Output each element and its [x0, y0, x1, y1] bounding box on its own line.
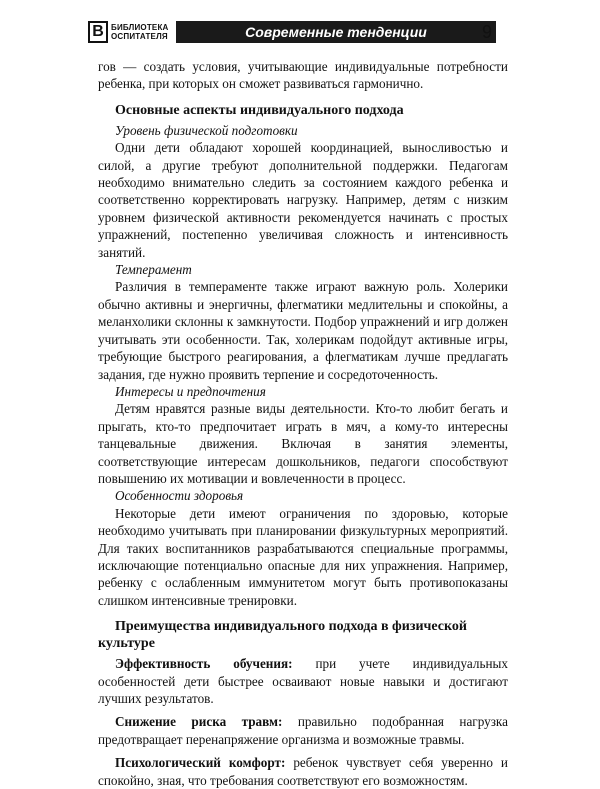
subheading-physical-level: Уровень физической подготовки [115, 122, 298, 138]
logo-letter: В [92, 23, 104, 40]
subheading-health: Особенности здоровья [115, 488, 244, 504]
subheading-temperament: Темперамент [115, 262, 192, 278]
advantage-injury-text: правильно подобранная нагрузка предотвращает перенапряжение организма и возможные травмы. [98, 714, 508, 747]
advantage-injury-label: Снижение риска травм: [115, 714, 283, 730]
heading-aspects: Основные аспекты индивидуального подхода [115, 102, 404, 118]
advantage-efficiency [98, 655, 508, 707]
series-logo [88, 19, 178, 45]
advantage-efficiency-text: при учете индивидуальных особенностей дети быстрее осваивают новые навыки и достигают лучших результатов. [98, 656, 509, 706]
section-title: Современные тенденции [176, 21, 496, 43]
paragraph-physical-level: Одни дети обладают хорошей координацией, выносливостью и силой, а другие требуют дополнительной поддержки. Педагогам необходимо внимательно следить за состоянием каждого ребенка и соответственно корректировать нагрузку. Например, детям с низким уровнем физической активности рекомендуется начинать с простых упражнений, постепенно увеличивая сложность и интенсивность занятий. [98, 140, 508, 260]
heading-advantages: Преимущества индивидуального подхода в физической культуре [98, 619, 467, 652]
logo-line-1: БИБЛИОТЕКА [111, 23, 169, 32]
advantage-efficiency-label: Эффективность обучения: [115, 656, 293, 672]
intro-paragraph: гов — создать условия, учитывающие индивидуальные потребности ребенка, при которых он сможет развиваться гармонично. [98, 59, 508, 92]
advantage-comfort [98, 754, 508, 789]
subheading-interests: Интересы и предпочтения [115, 383, 266, 399]
logo-line-2: ОСПИТАТЕЛЯ [111, 32, 168, 41]
page-content [98, 58, 508, 789]
logo-letter-box [88, 21, 108, 43]
paragraph-interests: Детям нравятся разные виды деятельности. Кто-то любит бегать и прыгать, кто-то предпочитает играть в мяч, а кому-то интересны танцевальные движения. Включая в занятия элементы, соответствующие интересам дошкольников, педагоги способствуют повышению их мотивации и вовлеченности в процесс. [98, 401, 508, 486]
advantage-injury [98, 713, 508, 748]
paragraph-health: Некоторые дети имеют ограничения по здоровью, которые необходимо учитывать при планировании физкультурных мероприятий. Для таких воспитанников разрабатываются специальные программы, исключающие потенциально опасные для них упражнения. Например, ребенку с ослабленным иммунитетом могут быть противопоказаны слишком интенсивные тренировки. [98, 505, 508, 608]
advantage-comfort-label: Психологический комфорт: [115, 755, 286, 771]
advantage-comfort-text: ребенок чувствует себя уверенно и спокойно, зная, что требования соответствуют его возможностям. [98, 755, 508, 788]
page-header [88, 19, 518, 45]
page-number: 9 [482, 22, 493, 42]
paragraph-temperament: Различия в темпераменте также играют важную роль. Холерики обычно активны и энергичны, флегматики медлительны и спокойны, а меланхолики склонны к замкнутости. Подбор упражнений и игр должен учитывать эти особенности. Так, холерикам подойдут активные игры, требующие быстрого реагирования, а флегматикам лучше предлагать задания, где нужно проявить терпение и сосредоточенность. [98, 279, 508, 382]
logo-text [111, 23, 169, 41]
